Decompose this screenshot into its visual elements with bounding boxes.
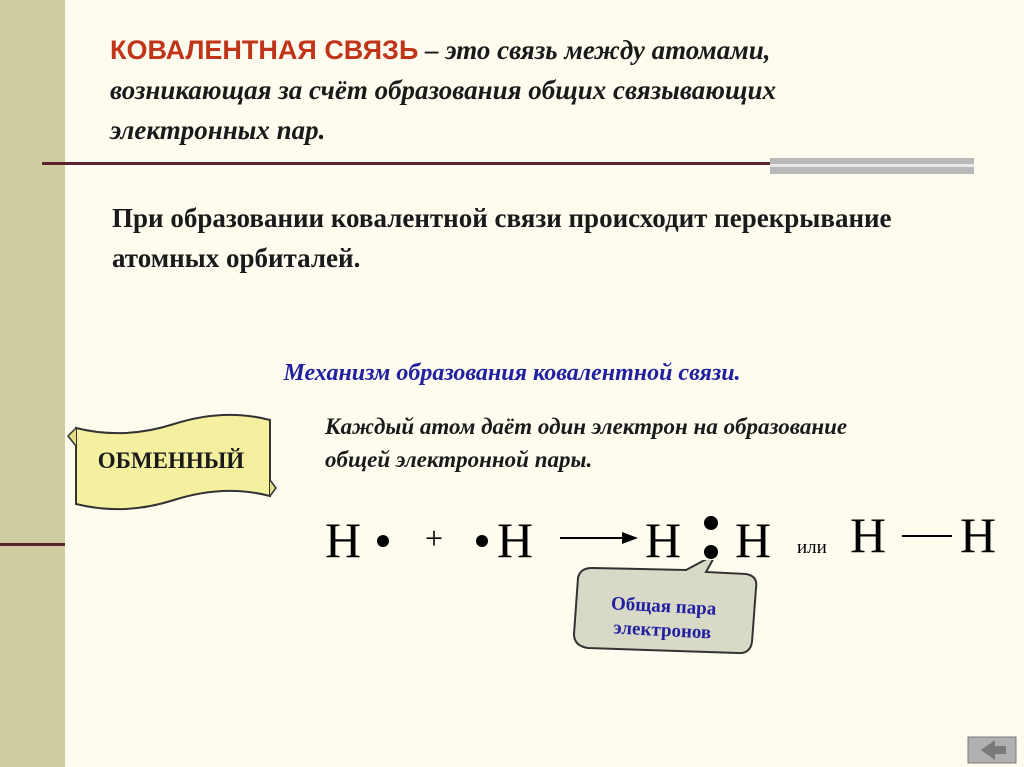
hydrogen-atom-2: H <box>497 512 534 568</box>
orbital-overlap-text: При образовании ковалентной связи происходит перекрывание атомных орбиталей. <box>112 203 892 273</box>
hydrogen-atom-6: H <box>960 507 997 563</box>
hydrogen-atom-3: H <box>645 512 682 568</box>
exchange-mechanism-description: Каждый атом даёт один электрон на образование общей электронной пары. <box>325 414 848 472</box>
top-divider <box>42 162 770 165</box>
definition-term: КОВАЛЕНТНАЯ СВЯЗЬ <box>110 35 419 65</box>
electron-dot-2 <box>476 535 488 547</box>
hydrogen-atom-1: H <box>325 512 362 568</box>
back-arrow-icon[interactable] <box>967 736 1017 764</box>
covalent-bond-definition <box>110 30 930 150</box>
reaction-arrow-icon <box>560 528 640 548</box>
hydrogen-atom-4: H <box>735 512 772 568</box>
electron-dot-1 <box>377 535 389 547</box>
or-word: или <box>797 537 827 558</box>
mechanism-title: Механизм образования ковалентной связи. <box>283 360 741 386</box>
mechanism-type-label: ОБМЕННЫЙ <box>97 448 245 473</box>
divider-accent-block <box>770 158 974 174</box>
hydrogen-atom-5: H <box>850 507 887 563</box>
definition-text: – это связь между атомами, возникающая за счёт образования общих связывающих электронных пар. <box>110 35 776 145</box>
sidebar-divider <box>0 543 65 546</box>
plus-sign: + <box>425 520 444 556</box>
shared-electron-dot-1 <box>704 516 718 530</box>
shared-pair-label: Общая пара электронов <box>610 593 717 644</box>
shared-electron-dot-2 <box>704 545 718 559</box>
single-bond-line <box>902 535 952 537</box>
